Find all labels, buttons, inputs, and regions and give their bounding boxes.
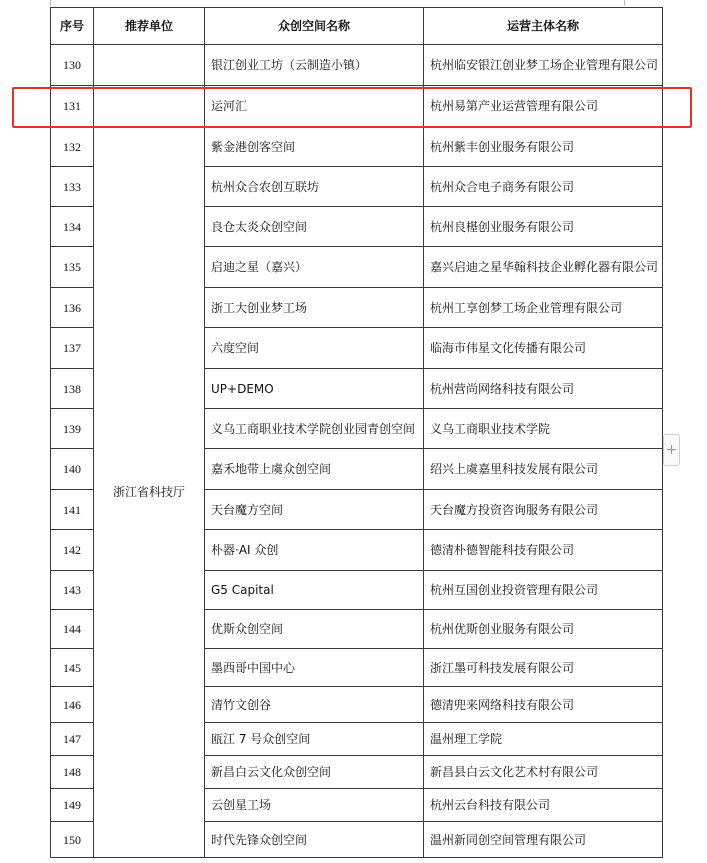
cell-org-name: 杭州易第产业运营管理有限公司 — [424, 86, 663, 127]
table-row — [51, 127, 663, 167]
cell-space-name: 良仓太炎众创空间 — [205, 207, 424, 247]
page-corner-mark-left — [50, 0, 51, 6]
cell-space-name: 天台魔方空间 — [205, 490, 424, 530]
cell-no: 143 — [51, 571, 94, 610]
cell-org-name: 温州理工学院 — [424, 723, 663, 756]
cell-org-name: 义乌工商职业技术学院 — [424, 409, 663, 449]
cell-org-name: 杭州紫丰创业服务有限公司 — [424, 127, 663, 167]
expand-plus-icon[interactable]: + — [663, 434, 680, 466]
cell-space-name: 启迪之星（嘉兴） — [205, 247, 424, 288]
cell-no: 140 — [51, 449, 94, 490]
cell-org-name: 绍兴上虞嘉里科技发展有限公司 — [424, 449, 663, 490]
cell-space-name: 浙工大创业梦工场 — [205, 288, 424, 328]
cell-no: 147 — [51, 723, 94, 756]
cell-org-name: 德清朴德智能科技有限公司 — [424, 530, 663, 571]
header-org: 运营主体名称 — [424, 8, 663, 45]
cell-space-name: 运河汇 — [205, 86, 424, 127]
table-body — [51, 45, 663, 858]
cell-org-name: 临海市伟星文化传播有限公司 — [424, 328, 663, 369]
cell-org-name: 杭州临安银江创业梦工场企业管理有限公司 — [424, 45, 663, 86]
cell-space-name: 优斯众创空间 — [205, 610, 424, 649]
cell-space-name: 银江创业工坊（云制造小镇） — [205, 45, 424, 86]
cell-no: 138 — [51, 369, 94, 409]
cell-org-name: 杭州优斯创业服务有限公司 — [424, 610, 663, 649]
cell-no: 136 — [51, 288, 94, 328]
cell-space-name: 紫金港创客空间 — [205, 127, 424, 167]
cell-org-name: 德清兜来网络科技有限公司 — [424, 687, 663, 723]
cell-space-name: 六度空间 — [205, 328, 424, 369]
cell-unit — [94, 86, 205, 127]
cell-no: 148 — [51, 756, 94, 789]
cell-no: 150 — [51, 822, 94, 858]
cell-space-name: 朴器·AI 众创 — [205, 530, 424, 571]
cell-no: 137 — [51, 328, 94, 369]
page-corner-mark-right — [624, 0, 625, 6]
cell-no: 132 — [51, 127, 94, 167]
header-unit: 推荐单位 — [94, 8, 205, 45]
cell-org-name: 新昌县白云文化艺术村有限公司 — [424, 756, 663, 789]
cell-org-name: 杭州工享创梦工场企业管理有限公司 — [424, 288, 663, 328]
cell-no: 145 — [51, 649, 94, 687]
cell-no: 130 — [51, 45, 94, 86]
cell-org-name: 杭州营尚网络科技有限公司 — [424, 369, 663, 409]
cell-space-name: 清竹文创谷 — [205, 687, 424, 723]
cell-org-name: 杭州众合电子商务有限公司 — [424, 167, 663, 207]
cell-org-name: 杭州互国创业投资管理有限公司 — [424, 571, 663, 610]
cell-no: 141 — [51, 490, 94, 530]
cell-org-name: 杭州云台科技有限公司 — [424, 789, 663, 822]
cell-no: 133 — [51, 167, 94, 207]
cell-space-name: G5 Capital — [205, 571, 424, 610]
cell-no: 135 — [51, 247, 94, 288]
header-no: 序号 — [51, 8, 94, 45]
cell-space-name: 云创星工场 — [205, 789, 424, 822]
cell-org-name: 天台魔方投资咨询服务有限公司 — [424, 490, 663, 530]
cell-no: 134 — [51, 207, 94, 247]
cell-space-name: 义乌工商职业技术学院创业园青创空间 — [205, 409, 424, 449]
table-row — [51, 86, 663, 127]
cell-space-name: UP+DEMO — [205, 369, 424, 409]
cell-no: 144 — [51, 610, 94, 649]
cell-space-name: 杭州众合农创互联坊 — [205, 167, 424, 207]
cell-space-name: 嘉禾地带上虞众创空间 — [205, 449, 424, 490]
cell-unit — [94, 45, 205, 86]
cell-no: 146 — [51, 687, 94, 723]
cell-org-name: 杭州良樭创业服务有限公司 — [424, 207, 663, 247]
cell-space-name: 瓯江 7 号众创空间 — [205, 723, 424, 756]
space-list-table — [50, 7, 663, 858]
cell-recommending-unit: 浙江省科技厅 — [94, 127, 205, 858]
cell-org-name: 嘉兴启迪之星华翰科技企业孵化器有限公司 — [424, 247, 663, 288]
cell-org-name: 温州新同创空间管理有限公司 — [424, 822, 663, 858]
header-space: 众创空间名称 — [205, 8, 424, 45]
cell-space-name: 新昌白云文化众创空间 — [205, 756, 424, 789]
table-row — [51, 45, 663, 86]
cell-no: 142 — [51, 530, 94, 571]
cell-space-name: 时代先锋众创空间 — [205, 822, 424, 858]
cell-no: 131 — [51, 86, 94, 127]
cell-no: 149 — [51, 789, 94, 822]
table-header-row — [51, 8, 663, 45]
cell-no: 139 — [51, 409, 94, 449]
cell-space-name: 墨西哥中国中心 — [205, 649, 424, 687]
cell-org-name: 浙江墨可科技发展有限公司 — [424, 649, 663, 687]
